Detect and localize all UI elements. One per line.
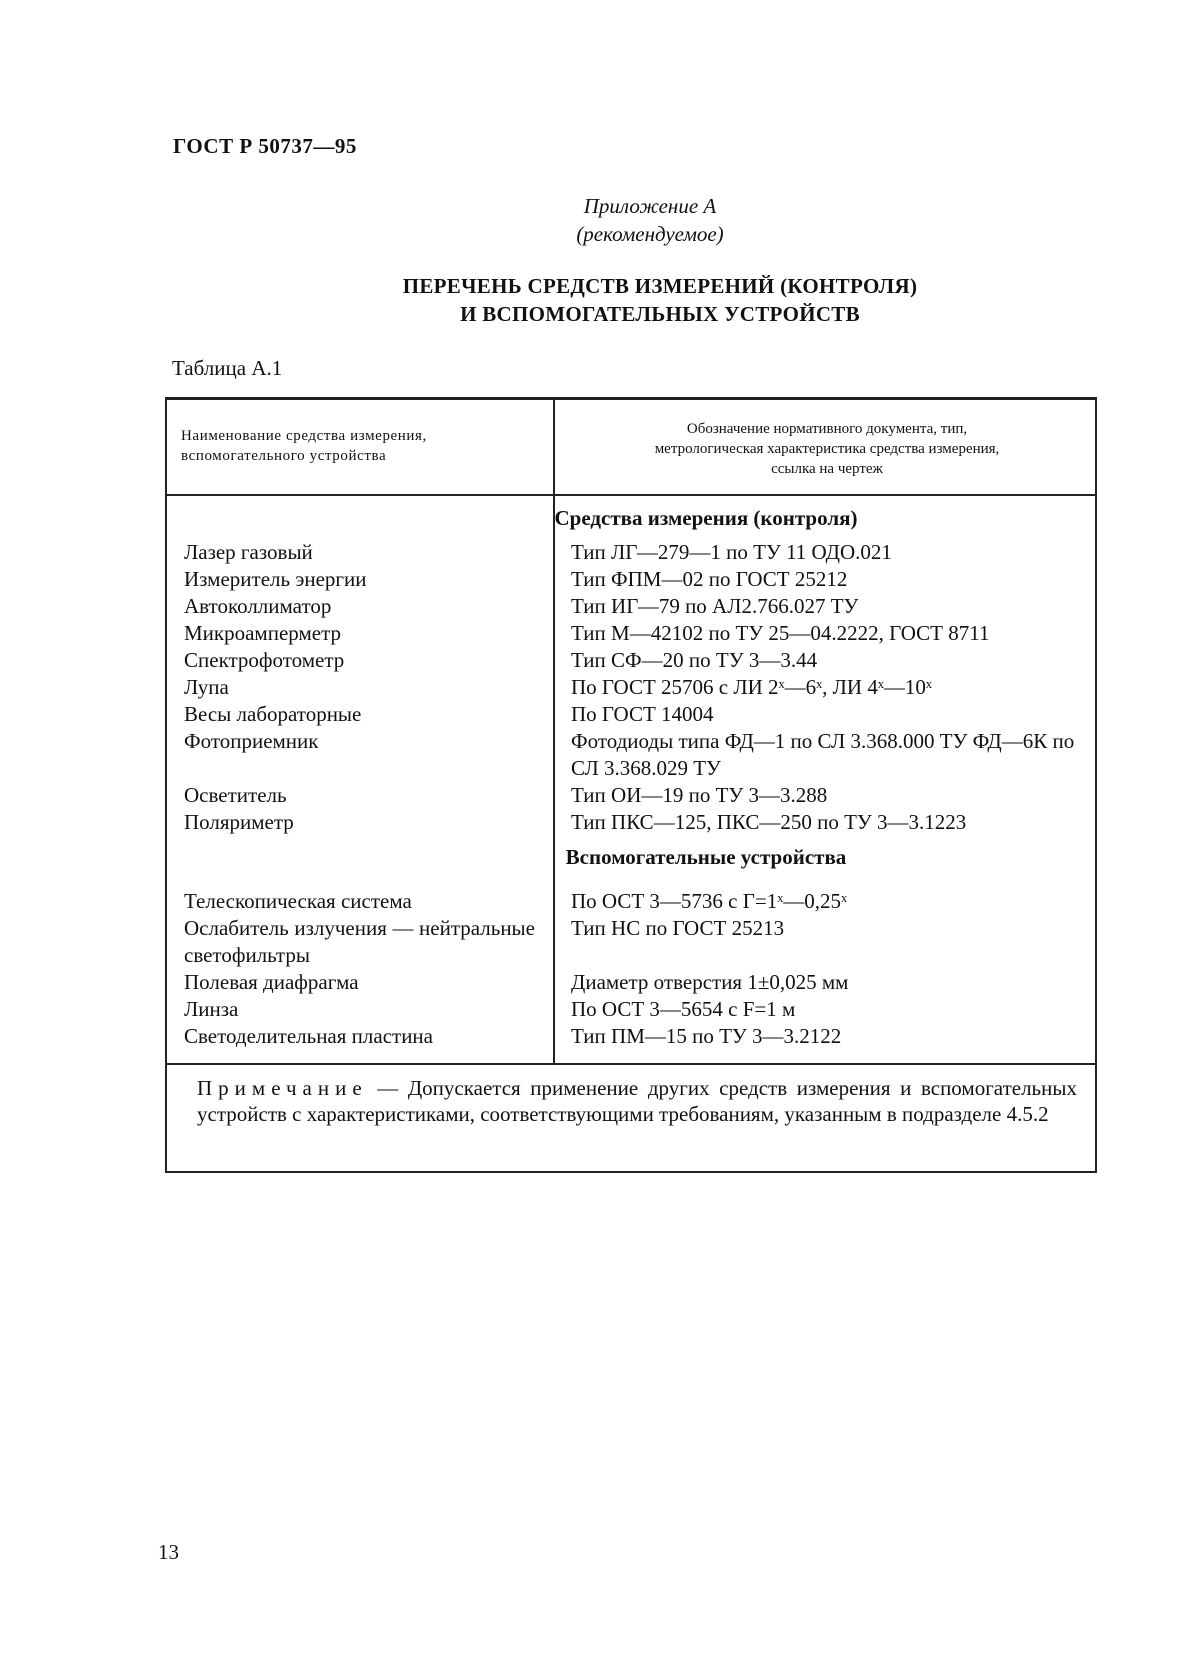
instrument-spec: По ОСТ 3—5654 с F=1 м — [571, 997, 796, 1021]
instrument-spec: Диаметр отверстия 1±0,025 мм — [571, 970, 849, 994]
instrument-spec: Тип ПМ—15 по ТУ 3—3.2122 — [571, 1024, 842, 1048]
instrument-spec: Тип ОИ—19 по ТУ 3—3.288 — [571, 783, 828, 807]
table-note — [197, 1075, 1077, 1127]
table-top-border — [165, 397, 1097, 400]
instrument-name: Светоделительная пластина — [184, 1024, 433, 1048]
page-title-line-1: ПЕРЕЧЕНЬ СРЕДСТВ ИЗМЕРЕНИЙ (КОНТРОЛЯ) — [402, 274, 918, 298]
instrument-name: Лазер газовый — [184, 540, 313, 564]
instrument-name: Лупа — [184, 675, 229, 699]
appendix-title: Приложение А — [583, 194, 717, 218]
instrument-spec: По ОСТ 3—5736 с Г=1ˣ—0,25ˣ — [571, 889, 848, 913]
instrument-name: Измеритель энергии — [184, 567, 367, 591]
instrument-spec: Тип ФПМ—02 по ГОСТ 25212 — [571, 567, 848, 591]
header-divider — [167, 494, 1095, 496]
table-row — [167, 593, 1095, 620]
instrument-name: Телескопическая система — [184, 889, 412, 913]
column-header-spec-line-3: ссылка на чертеж — [771, 461, 883, 477]
page-title-line-2: И ВСПОМОГАТЕЛЬНЫХ УСТРОЙСТВ — [460, 302, 860, 326]
instrument-name: Спектрофотометр — [184, 648, 345, 672]
column-header-spec-line-1: Обозначение нормативного документа, тип, — [686, 421, 968, 437]
column-header-name-line-2: вспомогательного устройства — [181, 448, 387, 464]
instrument-spec: По ГОСТ 14004 — [571, 702, 714, 726]
appendix-label — [520, 192, 780, 248]
column-header-name — [181, 426, 541, 466]
table-row — [167, 1023, 1095, 1050]
page-number: 13 — [158, 1540, 179, 1564]
column-header-spec — [567, 419, 1087, 479]
column-header-name-line-1: Наименование средства измерения, — [181, 428, 427, 444]
instrument-name: Автоколлиматор — [184, 594, 332, 618]
instruments-table — [165, 398, 1097, 1173]
section-title-measuring: Средства измерения (контроля) — [554, 506, 858, 530]
instrument-spec: По ГОСТ 25706 с ЛИ 2ˣ—6ˣ, ЛИ 4ˣ—10ˣ — [571, 675, 932, 699]
table-row — [167, 915, 1095, 969]
table-caption: Таблица А.1 — [172, 356, 283, 380]
note-divider — [167, 1063, 1095, 1065]
table-row — [167, 782, 1095, 809]
note-text: — Допускается применение других средств измерения и вспомогательных устройств с характеристиками, соответствующими требованиям, указанным в подразделе 4.5.2 — [197, 1076, 1077, 1126]
table-row — [167, 620, 1095, 647]
instrument-spec: Тип ИГ—79 по АЛ2.766.027 ТУ — [571, 594, 859, 618]
table-row — [167, 728, 1095, 782]
section-title-auxiliary: Вспомогательные устройства — [565, 845, 847, 869]
instrument-name: Микроамперметр — [184, 621, 342, 645]
appendix-status: (рекомендуемое) — [576, 222, 724, 246]
instrument-name: Ослабитель излучения — нейтральные светофильтры — [184, 916, 535, 967]
instrument-spec: Тип ЛГ—279—1 по ТУ 11 ОДО.021 — [571, 540, 892, 564]
table-row — [167, 969, 1095, 996]
table-row — [167, 888, 1095, 915]
instrument-spec: Тип СФ—20 по ТУ 3—3.44 — [571, 648, 818, 672]
instrument-name: Фотоприемник — [184, 729, 319, 753]
table-row — [167, 996, 1095, 1023]
page-title — [300, 272, 1020, 328]
section-rows-measuring — [167, 539, 1095, 836]
instrument-name: Линза — [184, 997, 239, 1021]
document-code: ГОСТ Р 50737—95 — [173, 134, 357, 158]
instrument-spec: Фотодиоды типа ФД—1 по СЛ 3.368.000 ТУ ФД—6К по СЛ 3.368.029 ТУ — [571, 729, 1075, 780]
column-header-spec-line-2: метрологическая характеристика средства измерения, — [654, 441, 1000, 457]
instrument-name: Поляриметр — [184, 810, 294, 834]
instrument-name: Весы лабораторные — [184, 702, 362, 726]
instrument-name: Осветитель — [184, 783, 287, 807]
table-row — [167, 674, 1095, 701]
table-row — [167, 809, 1095, 836]
instrument-spec: Тип М—42102 по ТУ 25—04.2222, ГОСТ 8711 — [571, 621, 990, 645]
table-row — [167, 539, 1095, 566]
table-row — [167, 701, 1095, 728]
instrument-spec: Тип ПКС—125, ПКС—250 по ТУ 3—3.1223 — [571, 810, 967, 834]
section-rows-auxiliary — [167, 888, 1095, 1050]
note-label: Примечание — [197, 1076, 368, 1100]
table-row — [167, 647, 1095, 674]
instrument-name: Полевая диафрагма — [184, 970, 359, 994]
instrument-spec: Тип НС по ГОСТ 25213 — [571, 916, 785, 940]
table-row — [167, 566, 1095, 593]
